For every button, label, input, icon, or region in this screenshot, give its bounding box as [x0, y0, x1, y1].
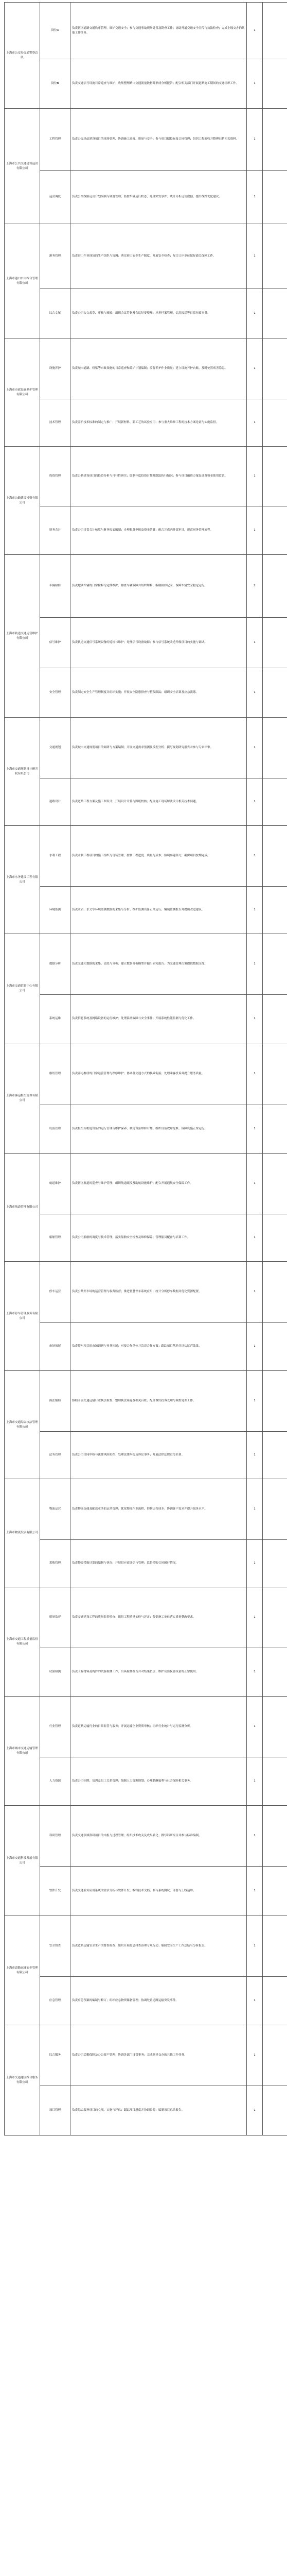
- company-cell: 上海市航道管理有限公司: [5, 1154, 40, 1262]
- table-row: [5, 109, 287, 171]
- table-row: [5, 1977, 287, 2025]
- headcount-cell: 1: [247, 2025, 263, 2086]
- table-row: [5, 1479, 287, 1540]
- table-row: [5, 826, 287, 887]
- headcount-cell: 1: [247, 934, 263, 995]
- company-cell: 上海市交通科技发展有限公司: [5, 1806, 40, 1916]
- headcount-cell: 1: [247, 778, 263, 826]
- remark-cell: [263, 506, 287, 555]
- headcount-cell: 1: [247, 1587, 263, 1648]
- headcount-cell: 1: [247, 1371, 263, 1432]
- duty-cell: 负责水质、水文等环境监测数据的采集与分析；维护监测设备正常运行；编制监测报告并提出改进建议。: [70, 887, 247, 934]
- remark-cell: [263, 1479, 287, 1540]
- headcount-cell: 1: [247, 1867, 263, 1916]
- remark-cell: [263, 1043, 287, 1105]
- headcount-cell: 2: [247, 555, 263, 618]
- headcount-cell: 1: [247, 1323, 263, 1371]
- table-row: [5, 618, 287, 668]
- remark-cell: [263, 224, 287, 289]
- post-cell: 安全督查: [40, 1916, 70, 1977]
- duty-cell: 负责公交线路运营计划编制与调度管理；监控车辆运行状态，处理突发事件；统计分析运营数据，提出线路优化建议。: [70, 171, 247, 224]
- remark-cell: [263, 1154, 287, 1214]
- duty-cell: 负责公司后勤保障及办公资产管理；协调各部门日常事务；完成领导交办的其他工作任务。: [70, 2025, 247, 2086]
- post-cell: 交通规划: [40, 718, 70, 778]
- company-cell: 上海市城市交通运输管理有限公司: [5, 1697, 40, 1806]
- table-row: [5, 1105, 287, 1154]
- post-cell: 岗位B: [40, 59, 70, 109]
- post-cell: 设施养护: [40, 338, 70, 399]
- headcount-cell: 1: [247, 1648, 263, 1697]
- remark-cell: [263, 618, 287, 668]
- duty-cell: 负责道路运输行业的日常监管与服务；开展运输企业资质审核；组织行业统计与运行监测分析。: [70, 1697, 247, 1757]
- duty-cell: 负责辖区道路交通秩序管理，维护交通安全；参与交通事故现场处置及勘查工作；协助开展交通安全宣传与执法检查；完成上级交办的其他工作任务。: [70, 3, 247, 59]
- post-cell: 航道维护: [40, 1154, 70, 1214]
- remark-cell: [263, 447, 287, 506]
- post-cell: 工程管理: [40, 109, 70, 171]
- duty-cell: 负责公司合同审核与法律风险防控；处理法律纠纷及诉讼事务；开展法律法规宣传培训。: [70, 1432, 247, 1479]
- remark-cell: [263, 1262, 287, 1323]
- company-cell: 上海市道路运输安全管理有限公司: [5, 1916, 40, 2025]
- duty-cell: 负责道路运输安全生产的督查检查；组织开展隐患排查治理专项行动；编制安全生产工作总结与分析报告。: [70, 1916, 247, 1977]
- company-cell: 上海市公安局交通警察总队: [5, 3, 40, 109]
- duty-cell: 负责公司公文起草、审核与流转；组织会议筹备及会议纪要整理；承担档案管理、信息报送等日常行政事务。: [70, 289, 247, 338]
- post-cell: 运营调度: [40, 171, 70, 224]
- headcount-cell: 1: [247, 1977, 263, 2025]
- duty-cell: 负责公路建设项目的投资分析与可行性研究；编制年度投资计划并跟踪执行情况；参与项目融资方案设计及资金使用监管。: [70, 447, 247, 506]
- company-cell: 上海市停车管理服务有限公司: [5, 1262, 40, 1371]
- post-cell: 港务管理: [40, 224, 70, 289]
- post-cell: 软件开发: [40, 1867, 70, 1916]
- remark-cell: [263, 995, 287, 1043]
- remark-cell: [263, 934, 287, 995]
- headcount-cell: 1: [247, 447, 263, 506]
- headcount-cell: 1: [247, 1043, 263, 1105]
- remark-cell: [263, 1587, 287, 1648]
- duty-cell: 负责港口作业现场的生产组织与协调；落实港口安全生产制度，开展安全检查；配合口岸单位做好通关保障工作。: [70, 224, 247, 289]
- table-row: [5, 718, 287, 778]
- headcount-cell: 1: [247, 289, 263, 338]
- company-cell: 上海市客运枢纽管理有限公司: [5, 1043, 40, 1154]
- company-cell: 上海市交通建设综合服务有限公司: [5, 2025, 40, 2136]
- remark-cell: [263, 3, 287, 59]
- table-row: [5, 1697, 287, 1757]
- post-cell: 试验检测: [40, 1648, 70, 1697]
- remark-cell: [263, 1916, 287, 1977]
- duty-cell: 负责物流仓储及配送业务的运营管理；优化物流作业流程，控制运营成本；协调客户需求并提升服务水平。: [70, 1479, 247, 1540]
- duty-cell: 负责综合服务项目的立项、实施与评估；跟踪项目进度并协调资源；编制项目总结报告。: [70, 2086, 247, 2136]
- remark-cell: [263, 778, 287, 826]
- post-cell: 人力资源: [40, 1757, 70, 1806]
- headcount-cell: 1: [247, 109, 263, 171]
- duty-cell: 负责停车项目的市场调研与业务拓展；对接合作单位并洽谈合作方案；跟踪项目落地并评估运营效果。: [70, 1323, 247, 1371]
- headcount-cell: 1: [247, 826, 263, 887]
- duty-cell: 负责公司船舶的调度与技术管理；落实船舶安全检查及维修保养；管理船员配备与培训工作。: [70, 1214, 247, 1262]
- headcount-cell: 1: [247, 1479, 263, 1540]
- headcount-cell: 1: [247, 399, 263, 447]
- post-cell: 综合服务: [40, 2025, 70, 2086]
- post-cell: 质量监督: [40, 1587, 70, 1648]
- remark-cell: [263, 1432, 287, 1479]
- remark-cell: [263, 171, 287, 224]
- headcount-cell: 1: [247, 1806, 263, 1867]
- headcount-cell: 1: [247, 1105, 263, 1154]
- job-table-body: [5, 3, 287, 2136]
- company-cell: 上海市交通信息中心有限公司: [5, 934, 40, 1043]
- headcount-cell: 1: [247, 618, 263, 668]
- remark-cell: [263, 338, 287, 399]
- duty-cell: 负责交通业务应用系统的需求分析与软件开发；编写技术文档；参与系统测试、部署与上线运维。: [70, 1867, 247, 1916]
- headcount-cell: 1: [247, 506, 263, 555]
- headcount-cell: 1: [247, 1916, 263, 1977]
- post-cell: 设备管理: [40, 1105, 70, 1154]
- post-cell: 岗位A: [40, 3, 70, 59]
- table-row: [5, 399, 287, 447]
- company-cell: 上海市交通规划设计研究院有限公司: [5, 718, 40, 826]
- table-row: [5, 1867, 287, 1916]
- headcount-cell: 1: [247, 3, 263, 59]
- duty-cell: 负责公交场站建设项目的现场管理，协调施工进度、质量与安全；参与项目招投标及合同管理；组织工程验收并整理归档相关资料。: [70, 109, 247, 171]
- duty-cell: 负责城市道路、桥梁等市政设施的日常巡查和养护计划编制；监督养护作业质量；建立设施养护台账，及时处置病害隐患。: [70, 338, 247, 399]
- remark-cell: [263, 2025, 287, 2086]
- headcount-cell: 1: [247, 718, 263, 778]
- duty-cell: 负责工程材料及构件的试验检测工作；出具检测报告并对结果负责；维护试验仪器设备的正常使用。: [70, 1648, 247, 1697]
- table-row: [5, 2025, 287, 2086]
- table-row: [5, 224, 287, 289]
- duty-cell: 负责制定安全生产管理制度并组织实施；开展安全隐患排查与整改跟踪；组织安全培训及应急演练。: [70, 668, 247, 718]
- post-cell: 数据分析: [40, 934, 70, 995]
- table-row: [5, 1262, 287, 1323]
- headcount-cell: 1: [247, 171, 263, 224]
- duty-cell: 负责应急预案的编制与修订；组织应急物资储备管理；协调处置道路运输突发事件。: [70, 1977, 247, 2025]
- remark-cell: [263, 1977, 287, 2025]
- duty-cell: 负责辖区航道的巡查与维护管理；组织航道疏浚及助航设施维护；配合开展通航安全保障工作。: [70, 1154, 247, 1214]
- table-row: [5, 1587, 287, 1648]
- table-row: [5, 1323, 287, 1371]
- duty-cell: 负责公司招聘、培训及员工关系管理；编制人力资源规划；办理薪酬福利与社会保险相关事务。: [70, 1757, 247, 1806]
- table-row: [5, 338, 287, 399]
- remark-cell: [263, 1648, 287, 1697]
- post-cell: 道路设计: [40, 778, 70, 826]
- post-cell: 安全管理: [40, 668, 70, 718]
- table-row: [5, 1432, 287, 1479]
- duty-cell: 负责轨道交通信号系统设备的巡检与维护；处理信号设备故障；参与信号系统改造升级项目的实施与调试。: [70, 618, 247, 668]
- remark-cell: [263, 399, 287, 447]
- table-row: [5, 668, 287, 718]
- remark-cell: [263, 1697, 287, 1757]
- table-row: [5, 778, 287, 826]
- remark-cell: [263, 1806, 287, 1867]
- table-row: [5, 1648, 287, 1697]
- company-cell: 上海市公共交通建设运营有限公司: [5, 109, 40, 224]
- remark-cell: [263, 289, 287, 338]
- company-cell: 上海市水务建设工程有限公司: [5, 826, 40, 934]
- duty-cell: 负责交通大数据的采集、清洗与分析；建立数据分析模型并输出研究报告；为交通管理决策提供数据支撑。: [70, 934, 247, 995]
- duty-cell: 负责交通建设工程的质量监督检查；组织工程质量抽检与评定；督促施工单位落实质量整改要求。: [70, 1587, 247, 1648]
- remark-cell: [263, 109, 287, 171]
- post-cell: 枢纽管理: [40, 1043, 70, 1105]
- post-cell: 信号维护: [40, 618, 70, 668]
- table-row: [5, 59, 287, 109]
- headcount-cell: 1: [247, 887, 263, 934]
- table-row: [5, 3, 287, 59]
- table-row: [5, 1214, 287, 1262]
- post-cell: 车辆检修: [40, 555, 70, 618]
- table-row: [5, 1371, 287, 1432]
- duty-cell: 负责养护技术标准的制定与推广；开展新材料、新工艺的试验应用；参与重大维修工程的技术方案论证与实施监督。: [70, 399, 247, 447]
- post-cell: 市场拓展: [40, 1323, 70, 1371]
- headcount-cell: 1: [247, 1154, 263, 1214]
- duty-cell: 负责公司日常会计核算与财务报表编制；办理税务申报及资金结算；配合完成内外部审计，规范财务管理流程。: [70, 506, 247, 555]
- duty-cell: 负责枢纽内机电设备的运行管理与维护保养；制定设备维修计划；组织设备故障抢修，保障设施正常运行。: [70, 1105, 247, 1154]
- post-cell: 水利工程: [40, 826, 70, 887]
- headcount-cell: 1: [247, 1757, 263, 1806]
- remark-cell: [263, 826, 287, 887]
- table-row: [5, 506, 287, 555]
- post-cell: 法务管理: [40, 1432, 70, 1479]
- table-row: [5, 2086, 287, 2136]
- company-cell: 上海市市政设施养护管理有限公司: [5, 338, 40, 447]
- company-cell: 上海市交通工程质量监督有限公司: [5, 1587, 40, 1697]
- remark-cell: [263, 668, 287, 718]
- duty-cell: 负责信息系统及网络设备的运行维护；处理系统故障与安全事件；开展系统性能监测与优化工作。: [70, 995, 247, 1043]
- duty-cell: 负责交通信号设施日常巡查与维护；收集整理路口交通流量数据并形成分析报告；配合相关部门开展道路施工期间的交通组织工作。: [70, 59, 247, 109]
- duty-cell: 负责物资采购计划的编制与执行；开展供应商评估与管理；监督采购合同履行情况。: [70, 1540, 247, 1587]
- remark-cell: [263, 1540, 287, 1587]
- remark-cell: [263, 718, 287, 778]
- table-row: [5, 1154, 287, 1214]
- headcount-cell: 1: [247, 1697, 263, 1757]
- headcount-cell: 1: [247, 338, 263, 399]
- headcount-cell: 1: [247, 995, 263, 1043]
- table-row: [5, 289, 287, 338]
- headcount-cell: 1: [247, 1432, 263, 1479]
- duty-cell: 负责公共停车场的运营管理与收费监督；推进智慧停车系统应用；统计分析停车数据并优化资源配置。: [70, 1262, 247, 1323]
- headcount-cell: 1: [247, 668, 263, 718]
- headcount-cell: 1: [247, 2086, 263, 2136]
- post-cell: 物流运营: [40, 1479, 70, 1540]
- remark-cell: [263, 1214, 287, 1262]
- post-cell: 财务会计: [40, 506, 70, 555]
- remark-cell: [263, 2086, 287, 2136]
- post-cell: 船舶管理: [40, 1214, 70, 1262]
- remark-cell: [263, 1105, 287, 1154]
- duty-cell: 负责地铁车辆的日常检修与定期维护；排查车辆故障并组织维修；编制检修记录，保障车辆安全稳定运行。: [70, 555, 247, 618]
- post-cell: 行业管理: [40, 1697, 70, 1757]
- company-cell: 上海市交通综合执法管理有限公司: [5, 1371, 40, 1479]
- remark-cell: [263, 555, 287, 618]
- remark-cell: [263, 1867, 287, 1916]
- duty-cell: 负责交通领域科研项目的申报与过程管理；组织技术攻关及成果转化；撰写科研报告并参与标准编制。: [70, 1806, 247, 1867]
- duty-cell: 负责城市交通规划项目的调研与方案编制；开展交通需求预测及模型分析；撰写规划研究报告并参与专家评审。: [70, 718, 247, 778]
- table-row: [5, 447, 287, 506]
- table-row: [5, 555, 287, 618]
- post-cell: 技术管理: [40, 399, 70, 447]
- headcount-cell: 1: [247, 1214, 263, 1262]
- post-cell: 采购管理: [40, 1540, 70, 1587]
- table-row: [5, 1757, 287, 1806]
- headcount-cell: 1: [247, 224, 263, 289]
- table-row: [5, 1806, 287, 1867]
- post-cell: 环境监测: [40, 887, 70, 934]
- table-row: [5, 887, 287, 934]
- duty-cell: 负责客运枢纽的日常运营管理与秩序维护；协调各交通方式的换乘衔接；处理乘客投诉并提升服务质量。: [70, 1043, 247, 1105]
- remark-cell: [263, 1757, 287, 1806]
- post-cell: 项目管理: [40, 2086, 70, 2136]
- post-cell: 投资管理: [40, 447, 70, 506]
- post-cell: 科研管理: [40, 1806, 70, 1867]
- duty-cell: 协助开展交通运输行业执法检查；整理执法案卷及相关台账；配合做好投诉受理与调查处理工作。: [70, 1371, 247, 1432]
- table-row: [5, 934, 287, 995]
- job-table: [4, 2, 287, 2136]
- duty-cell: 负责道路工程方案及施工图设计；开展设计计算与图纸校核；配合施工现场解决设计相关技术问题。: [70, 778, 247, 826]
- company-cell: 上海市物流发展有限公司: [5, 1479, 40, 1587]
- remark-cell: [263, 59, 287, 109]
- remark-cell: [263, 887, 287, 934]
- headcount-cell: 1: [247, 59, 263, 109]
- table-row: [5, 1916, 287, 1977]
- post-cell: 综合文秘: [40, 289, 70, 338]
- headcount-cell: 1: [247, 1540, 263, 1587]
- post-cell: 执法辅助: [40, 1371, 70, 1432]
- company-cell: 上海市轨道交通运营维护有限公司: [5, 555, 40, 718]
- remark-cell: [263, 1371, 287, 1432]
- table-row: [5, 171, 287, 224]
- table-row: [5, 1043, 287, 1105]
- company-cell: 上海市港口口岸综合管理有限公司: [5, 224, 40, 338]
- post-cell: 系统运维: [40, 995, 70, 1043]
- table-row: [5, 1540, 287, 1587]
- duty-cell: 负责水利工程项目的施工组织与现场管理；控制工程进度、质量与成本；协调参建各方，确保项目按期完成。: [70, 826, 247, 887]
- company-cell: 上海市公路建设投资有限公司: [5, 447, 40, 555]
- headcount-cell: 1: [247, 1262, 263, 1323]
- remark-cell: [263, 1323, 287, 1371]
- table-row: [5, 995, 287, 1043]
- post-cell: 停车运营: [40, 1262, 70, 1323]
- post-cell: 应急管理: [40, 1977, 70, 2025]
